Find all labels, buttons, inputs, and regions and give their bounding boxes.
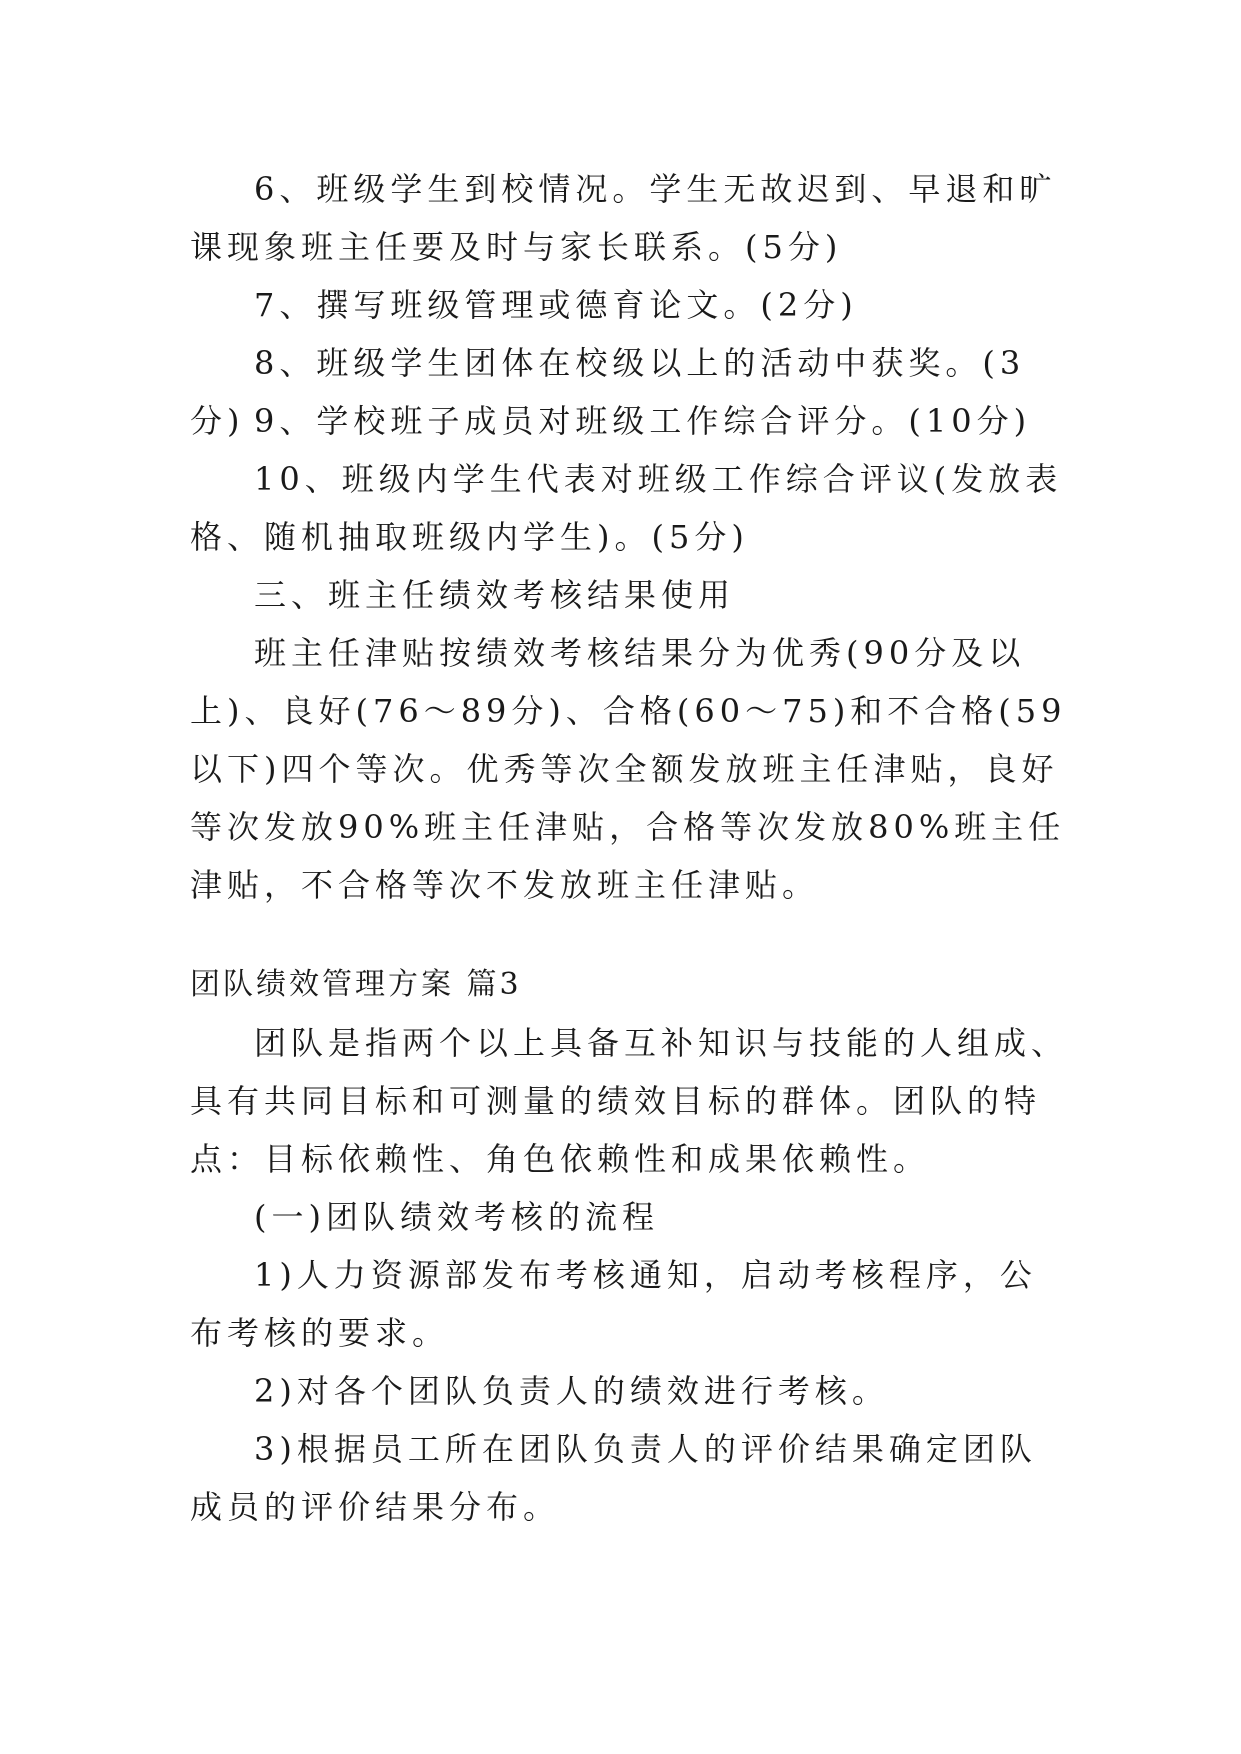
step-3: 3)根据员工所在团队负责人的评价结果确定团队成员的评价结果分布。 <box>190 1430 1037 1526</box>
article-subheading: (一)团队绩效考核的流程 <box>254 1198 659 1236</box>
item-6: 6、班级学生到校情况。学生无故迟到、早退和旷课现象班主任要及时与家长联系。(5分) <box>190 170 1057 266</box>
section-three-heading: 三、班主任绩效考核结果使用 <box>254 576 736 614</box>
item-9: 9、学校班子成员对班级工作综合评分。(10分) <box>254 402 1032 440</box>
section-three-body: 班主任津贴按绩效考核结果分为优秀(90分及以上)、良好(76～89分)、合格(60～75)和不合格(59以下)四个等次。优秀等次全额发放班主任津贴，良好等次发放90%班主任津贴，合格等次发放80%班主任津贴，不合格等次不发放班主任津贴。 <box>190 634 1067 904</box>
item-7: 7、撰写班级管理或德育论文。(2分) <box>254 286 858 324</box>
item-10: 10、班级内学生代表对班级工作综合评议(发放表格、随机抽取班级内学生)。(5分) <box>190 460 1063 556</box>
step-1: 1)人力资源部发布考核通知，启动考核程序，公布考核的要求。 <box>190 1256 1037 1352</box>
article-title: 团队绩效管理方案 篇3 <box>190 967 522 1002</box>
article-intro: 团队是指两个以上具备互补知识与技能的人组成、具有共同目标和可测量的绩效目标的群体。团队的特点：目标依赖性、角色依赖性和成果依赖性。 <box>190 1024 1069 1178</box>
step-2: 2)对各个团队负责人的绩效进行考核。 <box>254 1372 889 1410</box>
item-8: 8、班级学生团体在校级以上的活动中获奖。(3分) <box>190 344 1026 440</box>
